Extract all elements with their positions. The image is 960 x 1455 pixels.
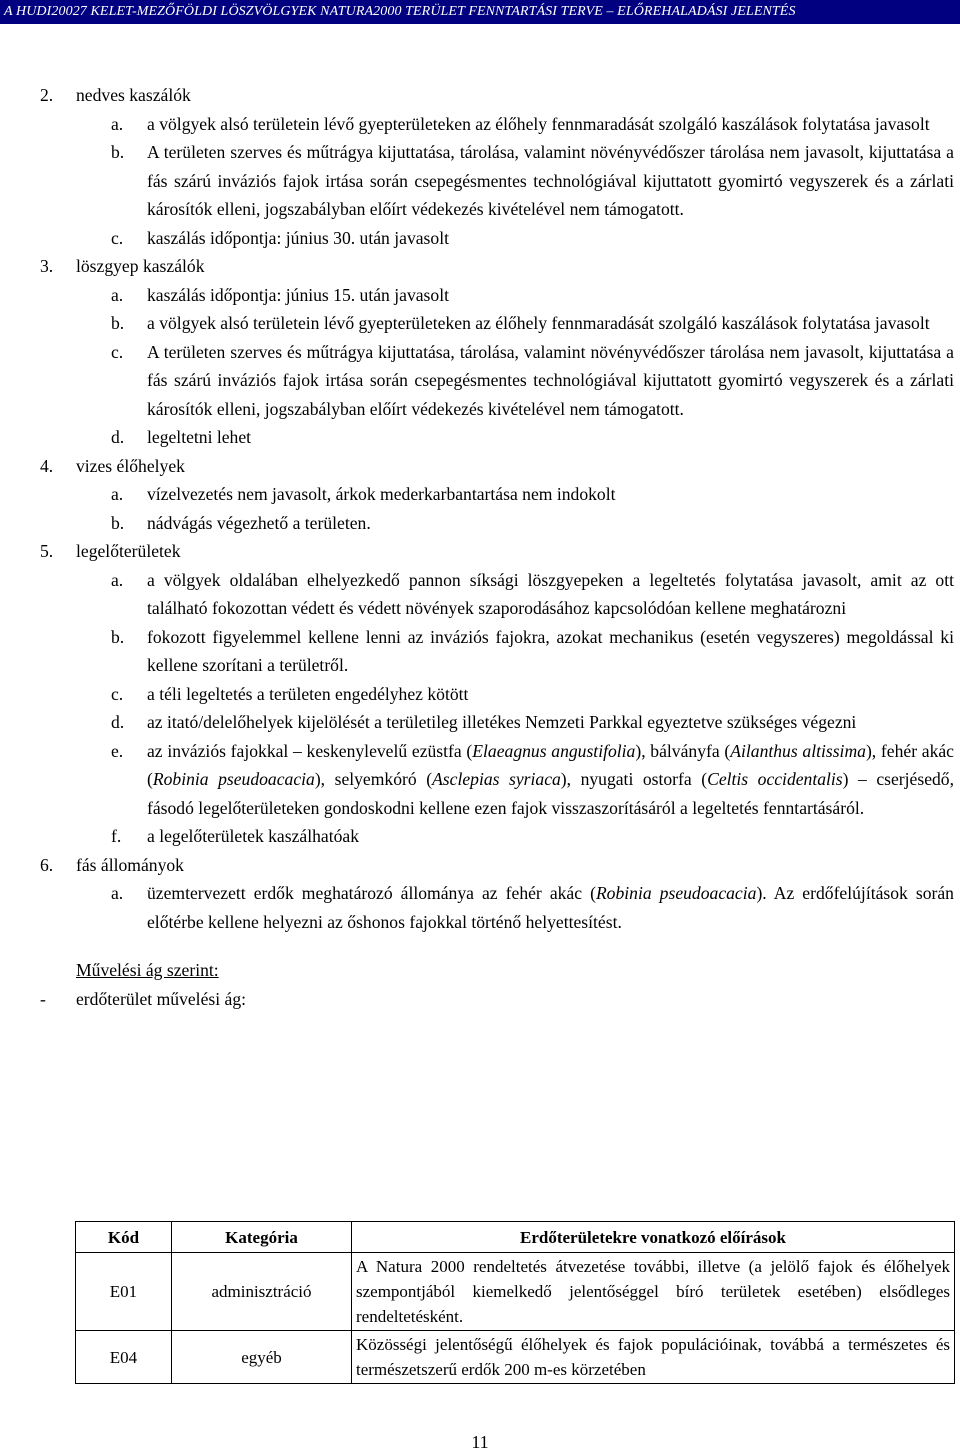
- cell-category: adminisztráció: [172, 1253, 352, 1331]
- species-name: Robinia pseudoacacia: [595, 883, 757, 903]
- section-5-item-a: a. a völgyek oldalában elhelyezkedő pannon síksági löszgyepeken a legeltetés folytatása javasolt, amit az ott található fokozottan védett és védett növények szaporodásához kapcsolódóan kellene meghatározni: [111, 569, 954, 618]
- section-2-title: 2. nedves kaszálók: [40, 85, 191, 105]
- section-3-item-c: c. A területen szerves és műtrágya kijuttatása, tárolása, valamint növényvédőszer tárolása nem javasolt, kijuttatása a fás szárú inváziós fajok irtása során csepegésmentes technológiával kijuttatott gyomirtó vegyszerek és a zárlati károsítók elleni, jogszabályban előírt védekezés kivételével nem támogatott.: [111, 341, 954, 419]
- section-5-item-c: c. a téli legeltetés a területen engedélyhez kötött: [111, 683, 469, 704]
- species-name: Robinia pseudoacacia: [152, 769, 315, 789]
- species-name: Elaeagnus angustifolia: [472, 740, 636, 761]
- forest-rules-table: [75, 1221, 955, 1384]
- document-body: [40, 81, 954, 1013]
- table-row: [76, 1253, 955, 1331]
- section-5-item-b: b. fokozott figyelemmel kellene lenni az inváziós fajokra, azokat mechanikus (esetén vegyszeres) megoldással ki kellene szorítani a területről.: [111, 626, 954, 675]
- section-5-item-e: e. az inváziós fajokkal – keskenylevelű ezüstfa (Elaeagnus angustifolia), bálványfa (Ailanthus altissima), fehér akác (Robinia pseudoacacia), selyemkóró (Asclepias syriaca), nyugati ostorfa (Celtis occidentalis) – cserjésedő, fásodó legelőterületeken gondoskodni kellene ezen fajok visszaszorításáról a legeltetés fenntartásáról.: [111, 740, 954, 818]
- section-5-title: 5. legelőterületek: [40, 541, 181, 561]
- section-6-title: 6. fás állományok: [40, 854, 184, 875]
- section-3-item-a: a. kaszálás időpontja: június 15. után javasolt: [111, 284, 449, 305]
- species-name: Celtis occidentalis: [707, 769, 843, 789]
- cell-code: E01: [76, 1253, 172, 1331]
- section-4-item-a: a. vízelvezetés nem javasolt, árkok mederkarbantartása nem indokolt: [111, 484, 616, 504]
- section-heading: Művelési ág szerint:: [76, 960, 219, 980]
- cell-rule-text: A Natura 2000 rendeltetés átvezetése további, illetve (a jelölő fajok és élőhelyek szempontjából kiemelkedő jelentőséggel bíró területek esetében) elsődleges rendeltetésként.: [352, 1253, 955, 1331]
- section-3-title: 3. löszgyep kaszálók: [40, 256, 205, 276]
- column-header-rules: Erdőterületekre vonatkozó előírások: [352, 1222, 955, 1253]
- section-2-item-b: b. A területen szerves és műtrágya kijuttatása, tárolása, valamint növényvédőszer tárolása nem javasolt, kijuttatása a fás szárú inváziós fajok irtása során csepegésmentes technológiával kijuttatott gyomirtó vegyszerek és a zárlati károsítók elleni, jogszabályban előírt védekezés kivételével nem támogatott.: [111, 142, 954, 219]
- section-2-item-c: c. kaszálás időpontja: június 30. után javasolt: [111, 227, 449, 248]
- section-6-item-a: a. üzemtervezett erdők meghatározó állománya az fehér akác (Robinia pseudoacacia). Az erdőfelújítások során előtérbe kellene helyezni az őshonos fajokkal történő helyettesítést.: [111, 883, 954, 932]
- section-5-item-f: f. a legelőterületek kaszálhatóak: [111, 826, 359, 846]
- column-header-category: Kategória: [172, 1222, 352, 1253]
- section-3-item-d: d. legeltetni lehet: [111, 427, 252, 447]
- column-header-code: Kód: [76, 1222, 172, 1253]
- dash-list-item: - erdőterület művelési ág:: [40, 988, 247, 1009]
- section-2-item-a: a. a völgyek alsó területein lévő gyepterületeken az élőhely fennmaradását szolgáló kaszálások folytatása javasolt: [111, 113, 930, 134]
- header-title: A HUDI20027 KELET-MEZŐFÖLDI LÖSZVÖLGYEK NATURA2000 TERÜLET FENNTARTÁSI TERVE – ELŐREHALADÁSI JELENTÉS: [4, 4, 796, 19]
- section-3-item-b: b. a völgyek alsó területein lévő gyepterületeken az élőhely fennmaradását szolgáló kaszálások folytatása javasolt: [111, 313, 930, 333]
- cell-rule-text: Közösségi jelentőségű élőhelyek és fajok populációinak, továbbá a természetes és természetszerű erdők 200 m-es körzetében: [352, 1331, 955, 1384]
- species-name: Ailanthus altissima: [730, 740, 866, 761]
- cell-code: E04: [76, 1331, 172, 1384]
- table-header-row: [76, 1222, 955, 1253]
- page-number: 11: [471, 1432, 489, 1452]
- species-name: Asclepias syriaca: [432, 769, 561, 789]
- table-row: [76, 1331, 955, 1384]
- section-5-item-d: d. az itató/delelőhelyek kijelölését a területileg illetékes Nemzeti Parkkal egyeztetve szükséges végezni: [111, 712, 857, 732]
- section-4-item-b: b. nádvágás végezhető a területen.: [111, 512, 371, 533]
- cell-category: egyéb: [172, 1331, 352, 1384]
- section-4-title: 4. vizes élőhelyek: [40, 455, 185, 476]
- document-header: [0, 0, 960, 24]
